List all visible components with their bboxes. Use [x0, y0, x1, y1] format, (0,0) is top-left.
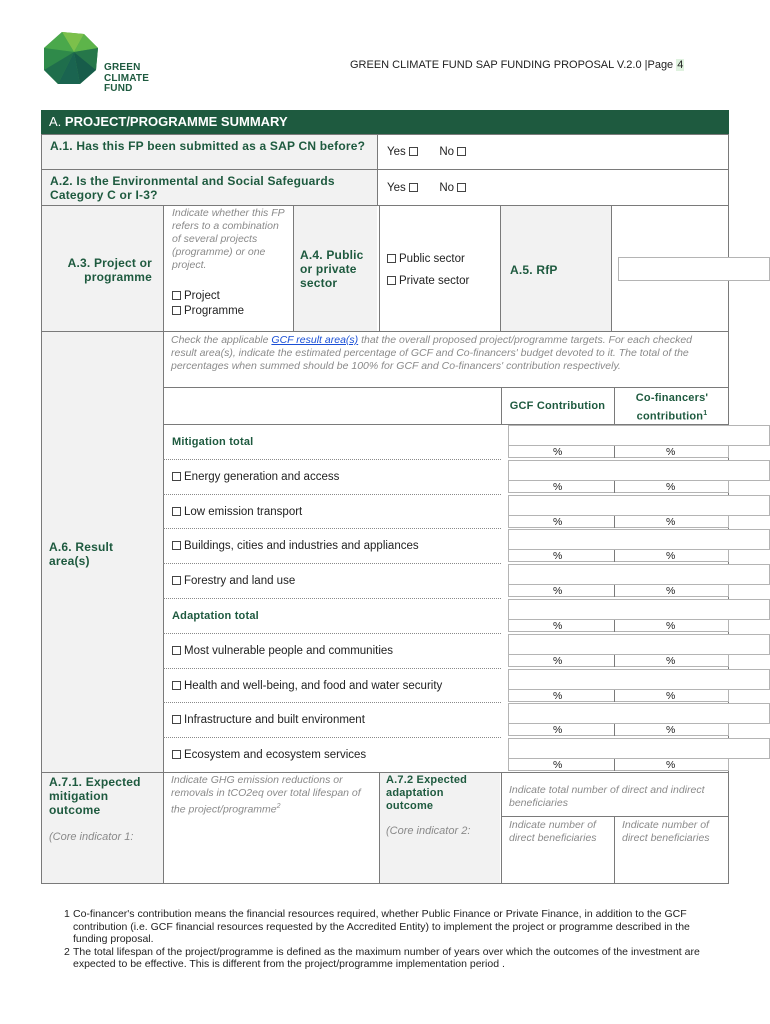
gcf-percentage-input[interactable]	[508, 738, 770, 759]
col-gcf-contribution: GCF Contribution	[509, 400, 606, 412]
result-area-checkbox[interactable]	[172, 681, 181, 690]
cofin-percentage-input[interactable]	[508, 759, 729, 771]
gcf-percentage-input[interactable]	[508, 529, 770, 550]
a4-public-checkbox[interactable]	[387, 254, 396, 263]
result-area-checkbox[interactable]	[172, 541, 181, 550]
cofin-percent-sign: %	[666, 620, 676, 632]
gcf-percent-sign: %	[553, 759, 563, 772]
a1-label: A.1. Has this FP been submitted as a SAP CN before?	[50, 139, 366, 153]
a4-option-private: Private sector	[387, 274, 469, 288]
a1-no-checkbox[interactable]	[457, 147, 466, 156]
result-area-item[interactable]: Ecosystem and ecosystem services	[172, 748, 366, 762]
cofin-percentage-input[interactable]	[508, 516, 729, 528]
gcf-percent-sign: %	[553, 585, 563, 598]
col-cofinancers-contribution: Co-financers' contribution$^1$	[635, 392, 709, 423]
result-total-label: Mitigation total	[172, 436, 254, 448]
a72-hint-total: Indicate total number of direct and indirect beneficiaries	[509, 784, 705, 809]
gcf-percent-sign: %	[553, 689, 563, 702]
cofin-percentage-input[interactable]	[508, 655, 729, 667]
a72-hint-indirect: Indicate number of direct beneficiaries	[622, 819, 710, 844]
cofin-percent-sign: %	[666, 550, 676, 563]
a71-core-indicator: (Core indicator 1:	[49, 831, 134, 843]
gcf-percentage-input[interactable]	[508, 599, 770, 620]
page-number: 4	[677, 59, 684, 71]
a3-programme-checkbox[interactable]	[172, 306, 181, 315]
result-area-item[interactable]: Forestry and land use	[172, 574, 295, 588]
gcf-percentage-input[interactable]	[508, 495, 770, 516]
gcf-percent-sign: %	[553, 446, 563, 458]
a5-label: A.5. RfP	[510, 263, 558, 277]
a2-options: Yes No	[387, 181, 469, 195]
cofin-percent-sign: %	[666, 585, 676, 598]
a4-label: A.4. Public or private sector	[300, 248, 364, 290]
a72-core-indicator: (Core indicator 2:	[386, 825, 471, 837]
cofin-percentage-input[interactable]	[508, 550, 729, 562]
section-header: A. PROJECT/PROGRAMME SUMMARY	[41, 110, 729, 134]
gcf-percentage-input[interactable]	[508, 564, 770, 585]
document-title: GREEN CLIMATE FUND SAP FUNDING PROPOSAL V.2.0 |Page 4	[350, 59, 684, 71]
gcf-percentage-input[interactable]	[508, 425, 770, 446]
cofin-percent-sign: %	[666, 759, 676, 772]
a3-label: A.3. Project or programme	[67, 256, 152, 284]
cofin-percentage-input[interactable]	[508, 620, 729, 632]
gcf-percentage-input[interactable]	[508, 634, 770, 655]
cofin-percent-sign: %	[666, 724, 676, 737]
result-area-checkbox[interactable]	[172, 472, 181, 481]
cofin-percentage-input[interactable]	[508, 585, 729, 597]
a1-yes-checkbox[interactable]	[409, 147, 418, 156]
gcf-percent-sign: %	[553, 480, 563, 493]
footnotes	[62, 908, 712, 971]
cofin-percent-sign: %	[666, 446, 676, 458]
gcf-percentage-input[interactable]	[508, 460, 770, 481]
cofin-percentage-input[interactable]	[508, 481, 729, 493]
cofin-percentage-input[interactable]	[508, 724, 729, 736]
a71-label: A.7.1. Expected mitigation outcome	[49, 775, 141, 817]
result-area-item[interactable]: Most vulnerable people and communities	[172, 644, 393, 658]
a5-rfp-input[interactable]	[618, 257, 770, 281]
result-area-item[interactable]: Health and well-being, and food and water security	[172, 679, 442, 693]
gcf-percent-sign: %	[553, 550, 563, 563]
a4-option-public: Public sector	[387, 252, 465, 266]
a2-yes-checkbox[interactable]	[409, 183, 418, 192]
result-area-checkbox[interactable]	[172, 576, 181, 585]
cofin-percent-sign: %	[666, 480, 676, 493]
gcf-percentage-input[interactable]	[508, 703, 770, 724]
result-area-item[interactable]: Energy generation and access	[172, 470, 339, 484]
cofin-percent-sign: %	[666, 515, 676, 528]
result-area-checkbox[interactable]	[172, 646, 181, 655]
cofin-percentage-input[interactable]	[508, 446, 729, 458]
a2-no-checkbox[interactable]	[457, 183, 466, 192]
a3-hint: Indicate whether this FP refers to a combination of several projects (programme) or one project.	[172, 207, 285, 271]
gcf-percent-sign: %	[553, 654, 563, 667]
a4-private-checkbox[interactable]	[387, 276, 396, 285]
a3-project-checkbox[interactable]	[172, 291, 181, 300]
a72-hint-direct: Indicate number of direct beneficiaries	[509, 819, 597, 844]
gcf-percent-sign: %	[553, 620, 563, 632]
result-total-label: Adaptation total	[172, 610, 259, 622]
a3-option-project: Project	[172, 289, 220, 303]
a72-label: A.7.2 Expected adaptation outcome	[386, 774, 468, 812]
result-area-checkbox[interactable]	[172, 507, 181, 516]
cofin-percent-sign: %	[666, 654, 676, 667]
gcf-percent-sign: %	[553, 515, 563, 528]
a2-label: A.2. Is the Environmental and Social Safeguards Category C or I-3?	[50, 174, 335, 202]
a71-hint: Indicate GHG emission reductions or removals in tCO2eq over total lifespan of the project/programme$^2$	[171, 774, 361, 816]
result-area-item[interactable]: Low emission transport	[172, 505, 302, 519]
gcf-percent-sign: %	[553, 724, 563, 737]
logo-text: GREEN CLIMATE FUND	[104, 62, 150, 94]
cofin-percent-sign: %	[666, 689, 676, 702]
result-area-item[interactable]: Infrastructure and built environment	[172, 713, 365, 727]
footnote-1: 1 Co-financer's contribution means the financial resources required, whether Public Finance or Private Finance, in addition to the GCF contribution (i.e. GCF financial resources requested by the Accredited Entity) to implement the project or programme described in the funding proposal.	[64, 908, 690, 945]
result-area-checkbox[interactable]	[172, 750, 181, 759]
a6-label: A.6. Result area(s)	[49, 540, 114, 568]
result-area-checkbox[interactable]	[172, 715, 181, 724]
a3-option-programme: Programme	[172, 304, 244, 318]
gcf-result-areas-link[interactable]: GCF result area(s)	[271, 334, 359, 346]
a6-hint: Check the applicable GCF result area(s) that the overall proposed project/programme targets. For each checked result area(s), indicate the estimated percentage of GCF and Co-financers' budget devoted to it. The total of the percentages when summed should be 100% for GCF and Co-financers' contribution respectively.	[171, 334, 693, 372]
a1-options: Yes No	[387, 145, 469, 159]
cofin-percentage-input[interactable]	[508, 690, 729, 702]
gcf-percentage-input[interactable]	[508, 669, 770, 690]
gcf-logo	[40, 30, 160, 100]
footnote-2: 2 The total lifespan of the project/programme is defined as the maximum number of years over which the outcomes of the investment are expected to be effective. This is different from the project/programme implementation period .	[64, 945, 700, 970]
gcf-logo-icon	[40, 30, 102, 86]
result-area-item[interactable]: Buildings, cities and industries and appliances	[172, 539, 419, 553]
